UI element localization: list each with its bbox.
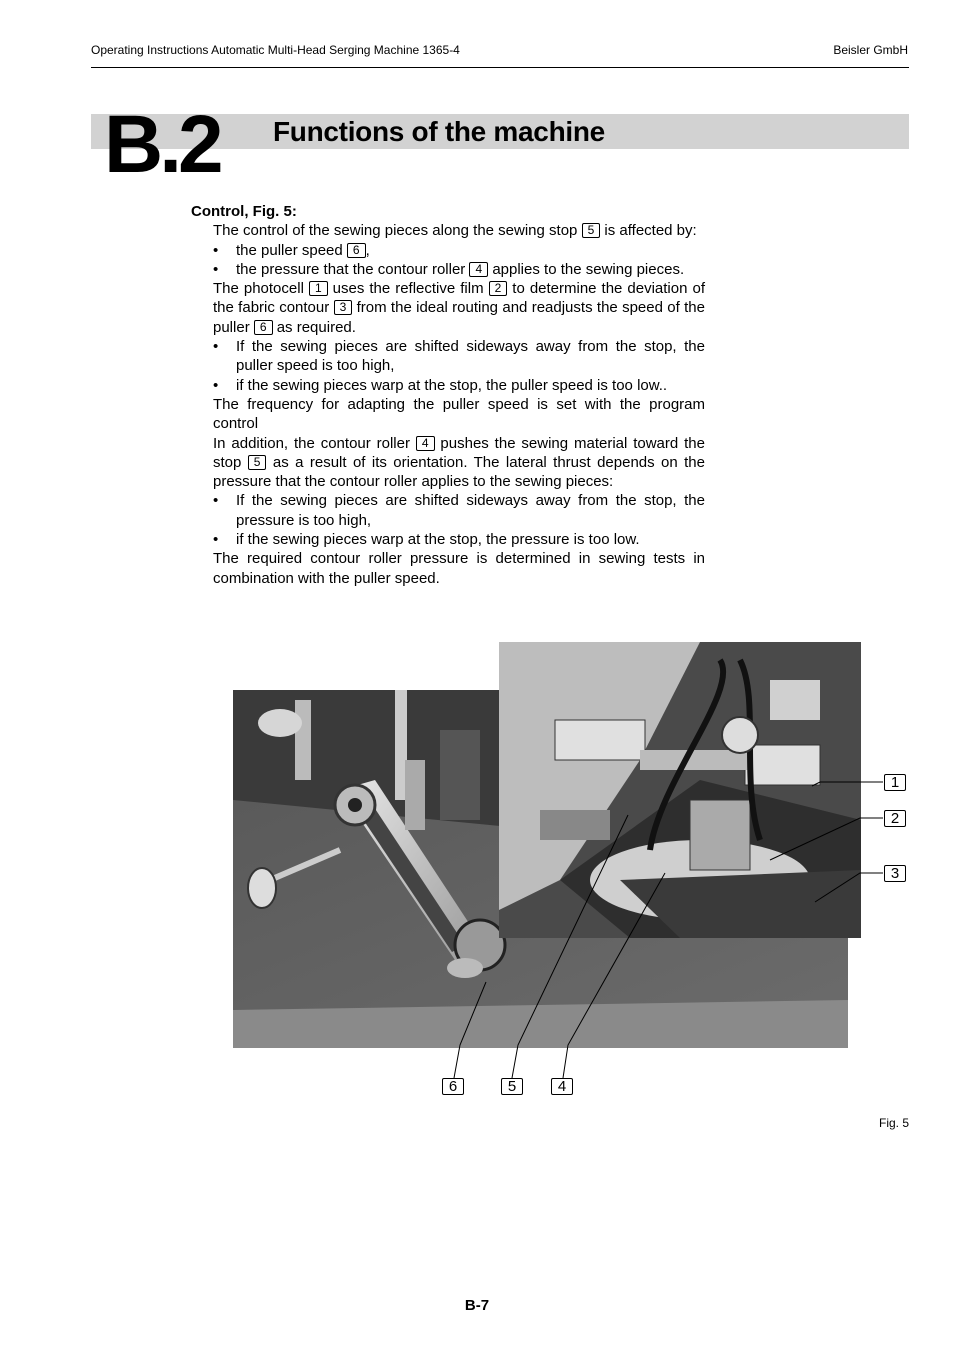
ref-6: 6 <box>254 320 273 335</box>
callout-1: 1 <box>884 774 906 791</box>
text: to determine the deviation of the fabric contour <box>213 280 705 317</box>
callout-4: 4 <box>551 1078 573 1095</box>
ref-4: 4 <box>469 262 488 277</box>
section-number: B.2 <box>104 99 220 190</box>
text: as a result of its orientation. The lateral thrust depends on the pressure that the contour roller applies to the sewing pieces: <box>213 453 705 491</box>
ref-5: 5 <box>582 223 601 238</box>
callout-6: 6 <box>442 1078 464 1095</box>
bullet-item: • if the sewing pieces warp at the stop, the puller speed is too low.. <box>236 376 705 395</box>
ref-5: 5 <box>248 455 267 470</box>
callout-5: 5 <box>501 1078 523 1095</box>
running-header-title: Operating Instructions Automatic Multi-Head Serging Machine 1365-4 <box>91 43 460 57</box>
section-title: Functions of the machine <box>273 116 605 147</box>
bullet-item: • If the sewing pieces are shifted sideways away from the stop, the pressure is too high, <box>236 491 705 530</box>
text: uses the reflective film <box>327 280 489 298</box>
ref-4: 4 <box>416 436 435 451</box>
text: from the ideal routing and readjusts the speed of the puller <box>213 299 705 336</box>
ref-2: 2 <box>489 281 508 296</box>
text: applies to the sewing pieces. <box>488 260 685 278</box>
paragraph-3: The frequency for adapting the puller speed is set with the program control <box>213 395 705 433</box>
ref-6: 6 <box>347 243 366 258</box>
text: is affected by: <box>600 222 697 240</box>
ref-3: 3 <box>334 300 353 315</box>
bullet-item: • If the sewing pieces are shifted sideways away from the stop, the puller speed is too high, <box>236 337 705 376</box>
text: In addition, the contour roller <box>213 434 416 452</box>
ref-1: 1 <box>309 281 328 296</box>
callout-3: 3 <box>884 865 906 882</box>
text: pushes the sewing material toward the stop <box>213 434 705 471</box>
text: the puller speed <box>236 241 347 259</box>
photo-right <box>499 642 861 938</box>
callout-2: 2 <box>884 810 906 827</box>
text: The photocell <box>213 280 309 298</box>
text: as required. <box>272 318 356 336</box>
paragraph-5: The required contour roller pressure is determined in sewing tests in combination with the puller speed. <box>213 550 705 587</box>
text: the pressure that the contour roller <box>236 260 470 278</box>
bullet-item: • if the sewing pieces warp at the stop, the pressure is too low. <box>236 530 705 549</box>
text: The control of the sewing pieces along the sewing stop <box>213 222 582 240</box>
page-number: B-7 <box>464 1297 490 1314</box>
subheading: Control, Fig. 5: <box>191 203 297 220</box>
running-header-company: Beisler GmbH <box>833 43 908 57</box>
figure-caption: Fig. 5 <box>878 1116 909 1130</box>
text: , <box>365 241 370 259</box>
